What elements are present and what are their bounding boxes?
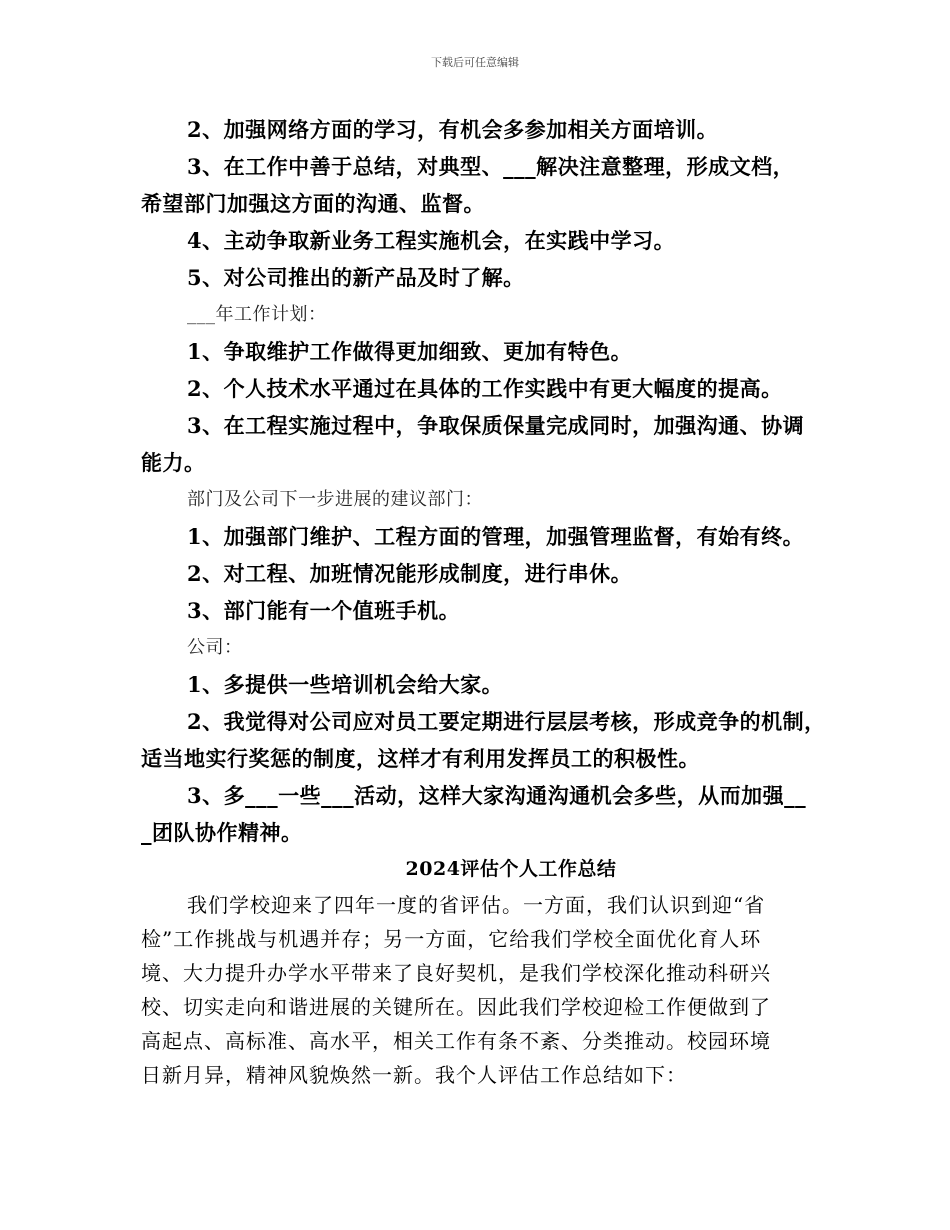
paragraph-line: 3、在工作中善于总结，对典型、___解决注意整理，形成文档，: [187, 154, 795, 179]
paragraph-line: 部门及公司下一步进展的建议部门：: [187, 489, 483, 510]
paragraph-line: 5、对公司推出的新产品及时了解。: [187, 265, 525, 290]
document-body: [141, 111, 826, 1092]
paragraph-line: 希望部门加强这方面的沟通、监督。: [141, 191, 485, 216]
page-header: 下载后可任意编辑: [431, 56, 519, 69]
paragraph-line: 高起点、高标准、高水平，相关工作有条不紊、分类推动。校园环境: [141, 1029, 771, 1053]
paragraph-line: ___年工作计划：: [187, 304, 327, 325]
paragraph-line: 2、个人技术水平通过在具体的工作实践中有更大幅度的提高。: [187, 376, 783, 401]
section-title: 2024评估个人工作总结: [405, 858, 617, 880]
paragraph-line: 4、主动争取新业务工程实施机会，在实践中学习。: [187, 228, 676, 253]
paragraph-line: 我们学校迎来了四年一度的省评估。一方面，我们认识到迎“省: [187, 893, 766, 917]
section-work-plan: [141, 111, 826, 851]
paragraph-line: 校、切实走向和谐进展的关键所在。因此我们学校迎检工作便做到了: [141, 995, 771, 1019]
paragraph-line: 1、加强部门维护、工程方面的管理，加强管理监督，有始有终。: [187, 524, 805, 549]
paragraph-line: 日新月异，精神风貌焕然一新。我个人评估工作总结如下：: [141, 1063, 687, 1087]
paragraph-line: 适当地实行奖惩的制度，这样才有利用发挥员工的积极性。: [141, 746, 700, 771]
paragraph-line: 公司：: [187, 637, 243, 658]
section-evaluation-summary: [141, 888, 821, 1092]
paragraph-line: 2、我觉得对公司应对员工要定期进行层层考核，形成竞争的机制，: [187, 709, 826, 734]
paragraph-line: 1、争取维护工作做得更加细致、更加有特色。: [187, 339, 633, 364]
paragraph-line: 境、大力提升办学水平带来了良好契机，是我们学校深化推动科研兴: [141, 961, 771, 985]
paragraph-line: 1、多提供一些培训机会给大家。: [187, 672, 504, 697]
paragraph-line: 3、在工程实施过程中，争取保质保量完成同时，加强沟通、协调: [187, 413, 805, 438]
paragraph-line: 能力。: [141, 450, 206, 475]
paragraph-line: 3、多___一些___活动，这样大家沟通沟通机会多些，从而加强__: [187, 783, 807, 808]
paragraph-line: _团队协作精神。: [141, 820, 303, 845]
paragraph-line: 3、部门能有一个值班手机。: [187, 598, 461, 623]
paragraph-line: 2、加强网络方面的学习，有机会多参加相关方面培训。: [187, 117, 719, 142]
paragraph-line: 2、对工程、加班情况能形成制度，进行串休。: [187, 561, 633, 586]
paragraph-line: 检”工作挑战与机遇并存；另一方面，它给我们学校全面优化育人环: [141, 927, 762, 951]
